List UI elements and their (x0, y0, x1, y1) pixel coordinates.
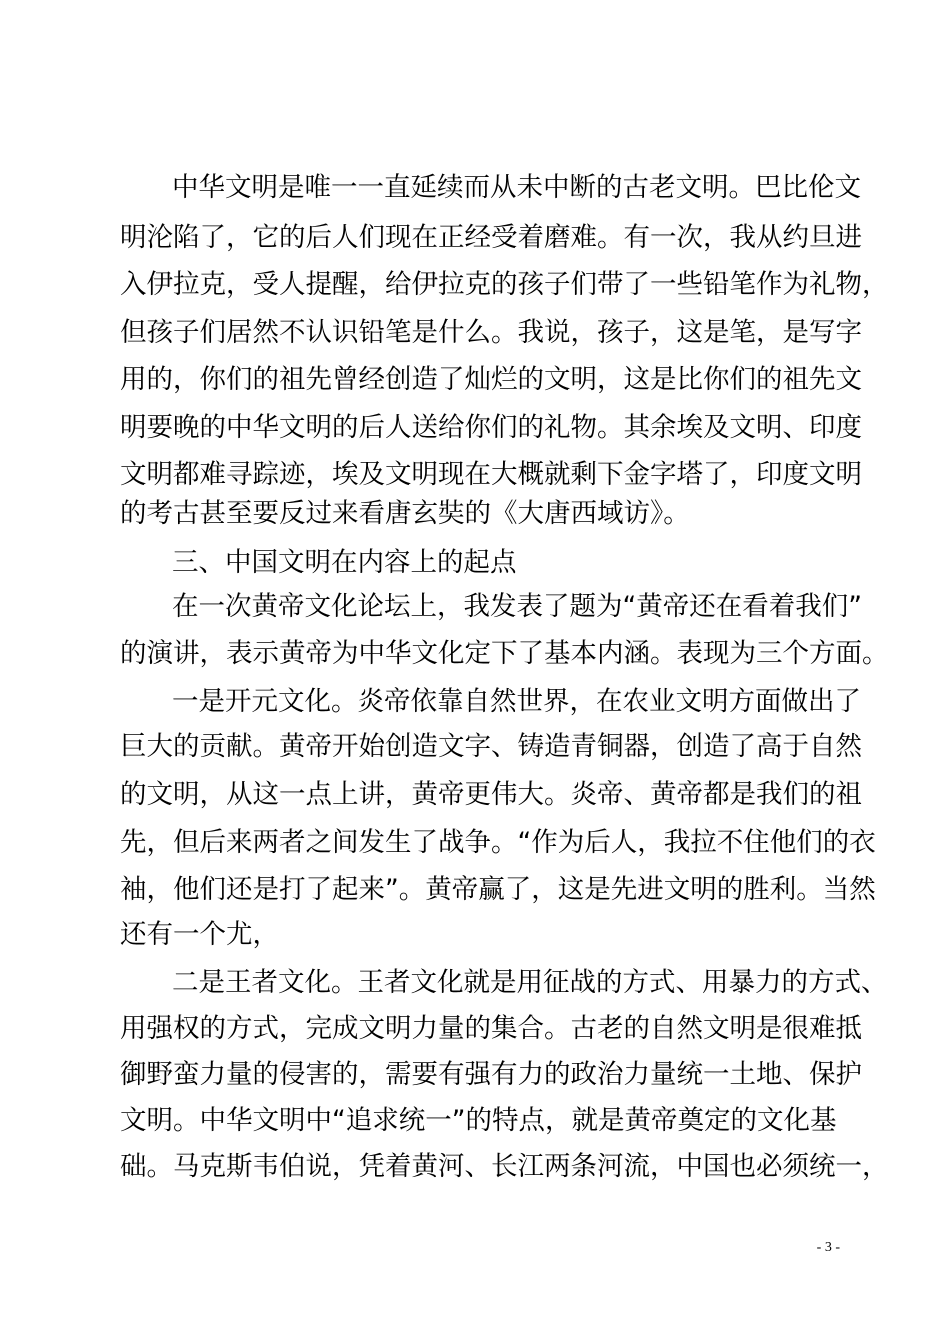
text-line: 用的，你们的祖先曾经创造了灿烂的文明，这是比你们的祖先文 (120, 364, 862, 395)
text-line: 入伊拉克，受人提醒，给伊拉克的孩子们带了一些铅笔作为礼物， (120, 269, 889, 300)
text-line: 的文明，从这一点上讲，黄帝更伟大。炎帝、黄帝都是我们的祖 (120, 779, 862, 810)
text-line: 文明都难寻踪迹，埃及文明现在大概就剩下金字塔了，印度文明 (120, 459, 862, 490)
text-line: 二是王者文化。王者文化就是用征战的方式、用暴力的方式、 (172, 967, 888, 998)
text-line: 还有一个尤， (120, 919, 279, 950)
text-line: 在一次黄帝文化论坛上，我发表了题为“黄帝还在看着我们” (172, 591, 862, 622)
text-line: 先，但后来两者之间发生了战争。“作为后人，我拉不住他们的衣 (120, 827, 876, 858)
text-line: 的演讲，表示黄帝为中华文化定下了基本内涵。表现为三个方面。 (120, 638, 889, 669)
text-line: 用强权的方式，完成文明力量的集合。古老的自然文明是很难抵 (120, 1013, 862, 1044)
text-line: 御野蛮力量的侵害的，需要有强有力的政治力量统一土地、保护 (120, 1059, 862, 1090)
text-line: 一是开元文化。炎帝依靠自然世界，在农业文明方面做出了 (172, 686, 861, 717)
section-heading: 三、中国文明在内容上的起点 (172, 547, 517, 578)
text-line: 明沦陷了，它的后人们现在正经受着磨难。有一次，我从约旦进 (120, 222, 862, 253)
text-line: 的考古甚至要反过来看唐玄奘的《大唐西域访》。 (120, 498, 690, 529)
text-line: 文明。中华文明中“追求统一”的特点，就是黄帝奠定的文化基 (120, 1105, 837, 1136)
text-line: 中华文明是唯一一直延续而从未中断的古老文明。巴比伦文 (172, 172, 861, 203)
text-line: 明要晚的中华文明的后人送给你们的礼物。其余埃及文明、印度 (120, 412, 862, 443)
text-line: 巨大的贡献。黄帝开始创造文字、铸造青铜器，创造了高于自然 (120, 731, 862, 762)
text-line: 础。马克斯韦伯说，凭着黄河、长江两条河流，中国也必须统一， (120, 1151, 889, 1182)
page-number: - 3 - (816, 1240, 840, 1255)
text-line: 但孩子们居然不认识铅笔是什么。我说，孩子，这是笔，是写字 (120, 317, 862, 348)
text-line: 袖，他们还是打了起来”。黄帝赢了，这是先进文明的胜利。当然 (120, 874, 876, 905)
